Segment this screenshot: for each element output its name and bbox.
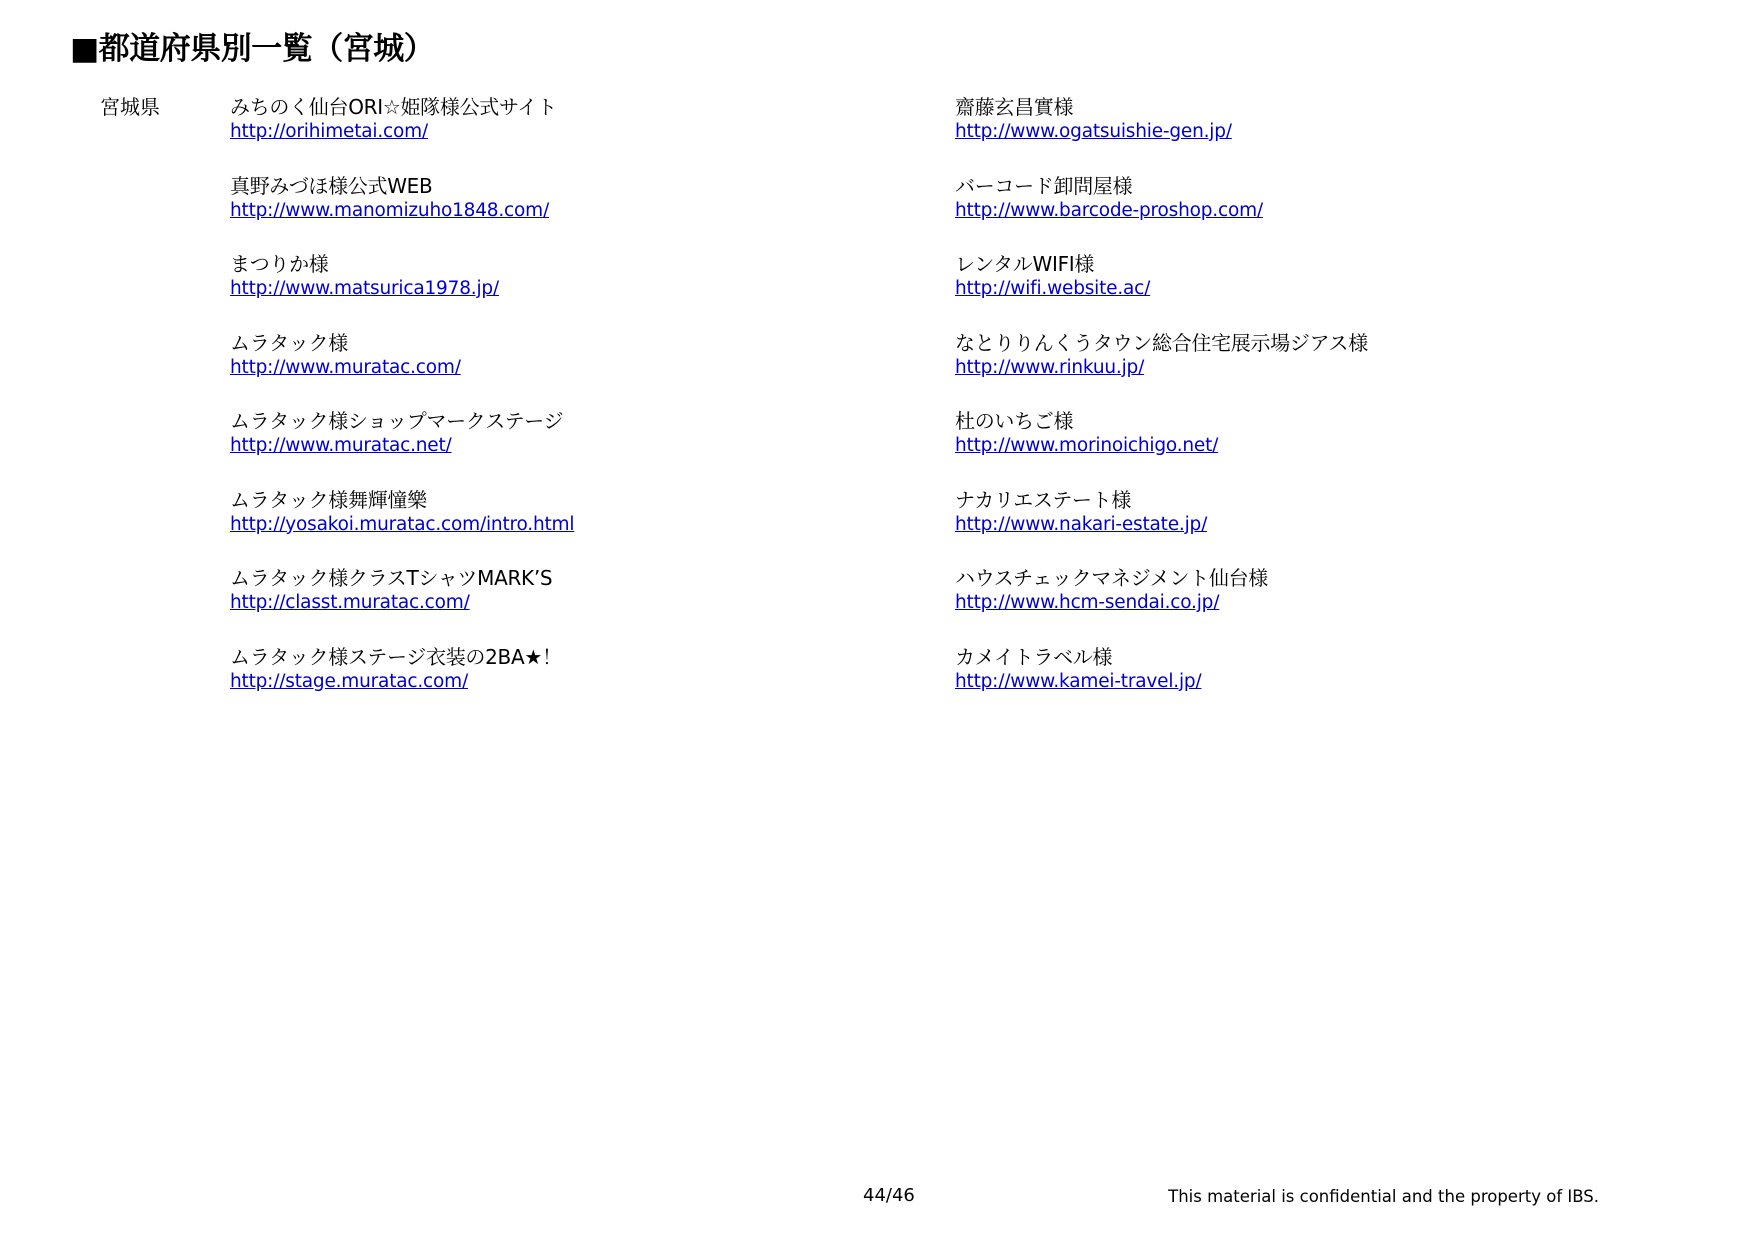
site-name: 真野みづほ様公式WEB: [230, 173, 433, 198]
site-name: ハウスチェックマネジメント仙台様: [955, 566, 1268, 590]
site-name: ムラタック様: [230, 330, 348, 355]
site-link[interactable]: http://orihimetai.com/: [230, 121, 428, 142]
page-number: 44/46: [863, 1185, 915, 1206]
site-link[interactable]: http://www.rinkuu.jp/: [955, 356, 1145, 378]
list-item: [230, 331, 574, 410]
site-link[interactable]: http://classt.muratac.com/: [230, 592, 470, 613]
site-link[interactable]: http://www.manomizuho1848.com/: [230, 199, 549, 221]
site-link[interactable]: http://www.muratac.net/: [230, 435, 452, 456]
site-name: ムラタック様ショップマークステージ: [230, 409, 564, 433]
site-link[interactable]: http://www.kamei-travel.jp/: [955, 670, 1202, 692]
list-item: [230, 409, 574, 488]
list-item: [230, 252, 574, 331]
right-column-list: [955, 95, 1368, 723]
list-item: [955, 331, 1368, 410]
site-name: カメイトラベル様: [955, 644, 1113, 669]
site-link[interactable]: http://www.matsurica1978.jp/: [230, 278, 499, 299]
list-item: [230, 174, 574, 253]
site-link[interactable]: http://www.morinoichigo.net/: [955, 435, 1219, 456]
site-name: 杜のいちご様: [955, 409, 1074, 433]
list-item: [955, 645, 1368, 724]
prefecture-label: 宮城県: [100, 95, 160, 119]
site-name: なとりりんくうタウン総合住宅展示場ジアス様: [955, 330, 1368, 355]
site-name: ムラタック様クラスTシャツMARK’S: [230, 566, 553, 590]
site-name: ムラタック様舞輝憧樂: [230, 487, 427, 512]
list-item: [955, 252, 1368, 331]
list-item: [955, 488, 1368, 567]
list-item: [955, 409, 1368, 488]
site-name: まつりか様: [230, 252, 329, 276]
site-link[interactable]: http://www.muratac.com/: [230, 356, 461, 378]
site-link[interactable]: http://www.barcode-proshop.com/: [955, 199, 1263, 221]
site-name: バーコード卸問屋様: [955, 173, 1133, 198]
site-link[interactable]: http://wifi.website.ac/: [955, 278, 1151, 299]
site-link[interactable]: http://www.hcm-sendai.co.jp/: [955, 592, 1220, 613]
site-name: レンタルWIFI様: [955, 252, 1095, 276]
confidential-notice: This material is confidential and the property of IBS.: [1168, 1187, 1599, 1206]
site-name: 齋藤玄昌實様: [955, 95, 1074, 119]
list-item: [230, 95, 574, 174]
site-name: ムラタック様ステージ衣装の2BA★！: [230, 644, 562, 669]
site-name: ナカリエステート様: [955, 487, 1132, 512]
page-title: ■都道府県別一覧（宮城）: [70, 31, 435, 67]
list-item: [955, 95, 1368, 174]
site-name: みちのく仙台ORI☆姫隊様公式サイト: [230, 95, 557, 119]
list-item: [230, 488, 574, 567]
site-link[interactable]: http://www.nakari-estate.jp/: [955, 513, 1208, 535]
site-link[interactable]: http://www.ogatsuishie-gen.jp/: [955, 121, 1232, 142]
list-item: [955, 566, 1368, 645]
site-link[interactable]: http://yosakoi.muratac.com/intro.html: [230, 513, 575, 535]
list-item: [955, 174, 1368, 253]
list-item: [230, 566, 574, 645]
left-column-list: [230, 95, 574, 723]
list-item: [230, 645, 574, 724]
site-link[interactable]: http://stage.muratac.com/: [230, 670, 468, 692]
